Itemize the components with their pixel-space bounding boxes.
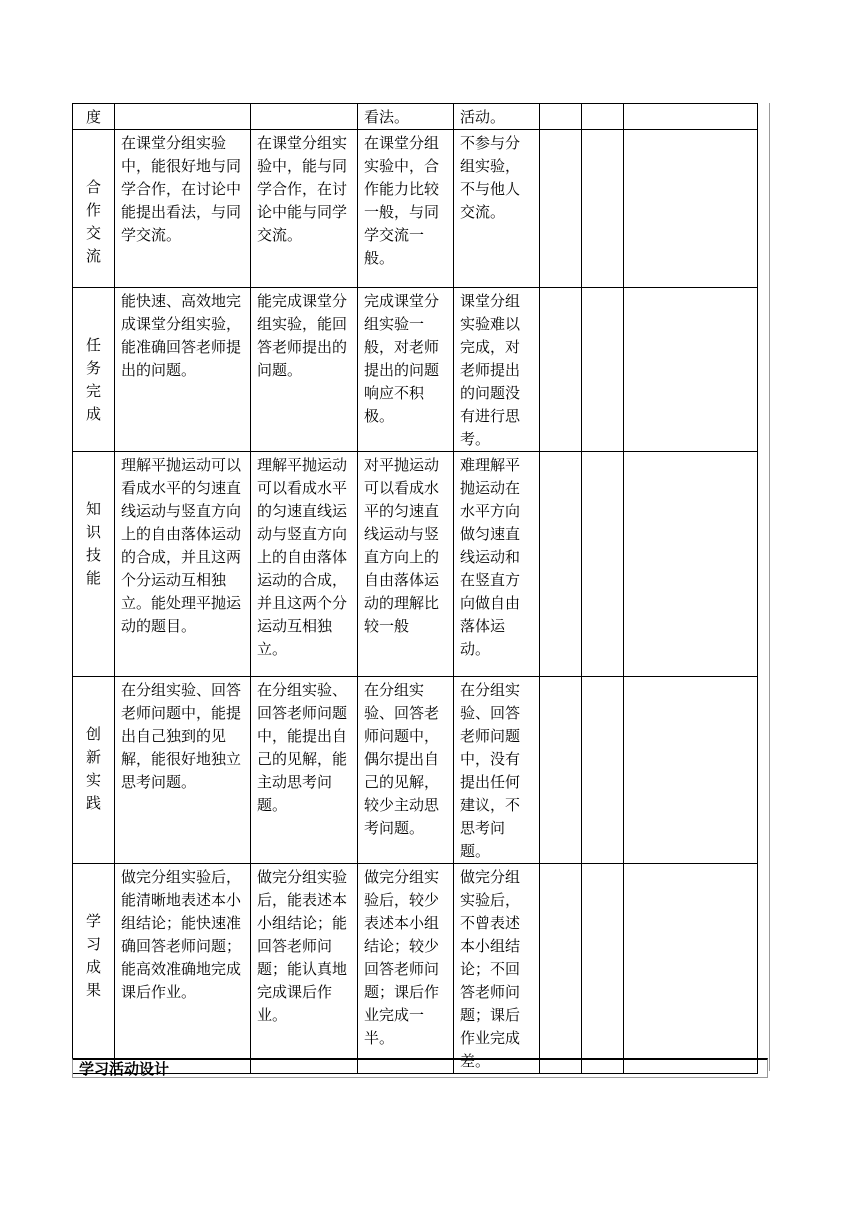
criteria-cell-level-3: 看法。 — [358, 104, 454, 130]
criteria-cell-level-2: 在分组实验、回答老师问题中，能提出自己的见解，能主动思考问题。 — [251, 677, 358, 864]
score-cell — [582, 452, 624, 677]
dimension-label: 度 — [86, 108, 102, 126]
dimension-cell — [73, 104, 115, 130]
score-cell — [582, 677, 624, 864]
criteria-cell-level-1: 理解平抛运动可以看成水平的匀速直线运动与竖直方向上的自由落体运动的合成，并且这两个分运动互相独立。能处理平抛运动的题目。 — [115, 452, 251, 677]
section-title: 学习活动设计 — [72, 1058, 768, 1078]
criteria-cell-level-4: 不参与分组实验，不与他人交流。 — [454, 130, 540, 288]
dimension-label: 合作交流 — [86, 178, 102, 265]
dimension-label: 知识技能 — [86, 500, 102, 587]
criteria-cell-level-4: 活动。 — [454, 104, 540, 130]
criteria-cell-level-3: 做完分组实验后，较少表述本小组结论；较少回答老师问题；课后作业完成一半。 — [358, 864, 454, 1074]
criteria-cell-level-3: 对平抛运动可以看成水平的匀速直线运动与竖直方向上的自由落体运动的理解比较一般 — [358, 452, 454, 677]
table-row — [73, 864, 758, 1074]
criteria-cell-level-1: 做完分组实验后，能清晰地表述本小组结论；能快速准确回答老师问题；能高效准确地完成课后作业。 — [115, 864, 251, 1074]
score-cell — [624, 288, 758, 452]
dimension-label: 学习成果 — [86, 912, 102, 999]
criteria-cell-level-2: 理解平抛运动可以看成水平的匀速直线运动与竖直方向上的自由落体运动的合成，并且这两个分运动互相独立。 — [251, 452, 358, 677]
criteria-cell-level-3: 在分组实验、回答老师问题中，偶尔提出自己的见解，较少主动思考问题。 — [358, 677, 454, 864]
score-cell — [540, 130, 582, 288]
dimension-cell — [73, 130, 115, 288]
dimension-label: 创新实践 — [86, 725, 102, 812]
criteria-cell-level-4: 难理解平抛运动在水平方向做匀速直线运动和在竖直方向做自由落体运动。 — [454, 452, 540, 677]
criteria-cell-level-1: 能快速、高效地完成课堂分组实验，能准确回答老师提出的问题。 — [115, 288, 251, 452]
criteria-cell-level-2: 在课堂分组实验中，能与同学合作，在讨论中能与同学交流。 — [251, 130, 358, 288]
criteria-cell-level-3: 在课堂分组实验中，合作能力比较一般，与同学交流一般。 — [358, 130, 454, 288]
criteria-cell-level-2 — [251, 104, 358, 130]
score-cell — [624, 130, 758, 288]
dimension-cell — [73, 677, 115, 864]
table-row — [73, 130, 758, 288]
table-row — [73, 288, 758, 452]
criteria-cell-level-4: 课堂分组实验难以完成，对老师提出的问题没有进行思考。 — [454, 288, 540, 452]
criteria-cell-level-4: 在分组实验、回答老师问题中，没有提出任何建议，不思考问题。 — [454, 677, 540, 864]
table-outer-border — [757, 103, 770, 1071]
score-cell — [540, 104, 582, 130]
table-row — [73, 452, 758, 677]
dimension-label: 任务完成 — [86, 336, 102, 423]
table-row — [73, 104, 758, 130]
score-cell — [540, 452, 582, 677]
dimension-cell — [73, 452, 115, 677]
dimension-cell — [73, 864, 115, 1074]
criteria-cell-level-1: 在分组实验、回答老师问题中，能提出自己独到的见解，能很好地独立思考问题。 — [115, 677, 251, 864]
score-cell — [582, 288, 624, 452]
score-cell — [540, 288, 582, 452]
criteria-cell-level-4: 做完分组实验后，不曾表述本小组结论；不回答老师问题；课后作业完成差。 — [454, 864, 540, 1074]
table-row — [73, 677, 758, 864]
dimension-cell — [73, 288, 115, 452]
evaluation-table — [72, 103, 758, 1074]
criteria-cell-level-3: 完成课堂分组实验一般，对老师提出的问题响应不积极。 — [358, 288, 454, 452]
criteria-cell-level-2: 做完分组实验后，能表述本小组结论；能回答老师问题；能认真地完成课后作业。 — [251, 864, 358, 1074]
score-cell — [624, 104, 758, 130]
score-cell — [624, 452, 758, 677]
criteria-cell-level-1: 在课堂分组实验中，能很好地与同学合作，在讨论中能提出看法，与同学交流。 — [115, 130, 251, 288]
criteria-cell-level-1 — [115, 104, 251, 130]
criteria-cell-level-2: 能完成课堂分组实验，能回答老师提出的问题。 — [251, 288, 358, 452]
evaluation-page — [72, 103, 769, 1078]
score-cell — [582, 864, 624, 1074]
score-cell — [624, 677, 758, 864]
score-cell — [540, 677, 582, 864]
score-cell — [624, 864, 758, 1074]
score-cell — [582, 130, 624, 288]
score-cell — [582, 104, 624, 130]
score-cell — [540, 864, 582, 1074]
